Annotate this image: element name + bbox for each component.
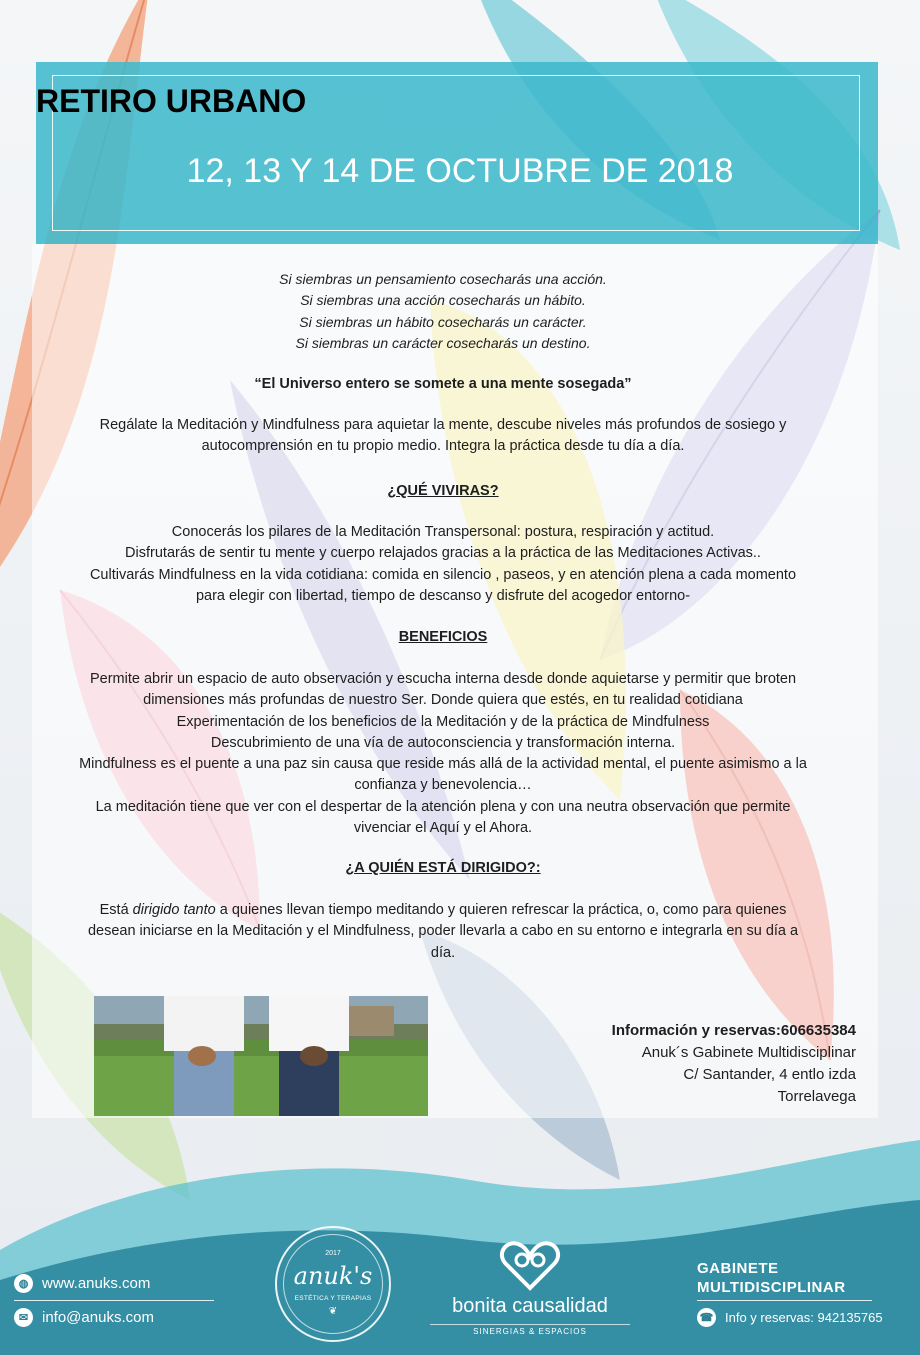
gabinete-title — [697, 1259, 846, 1297]
anuks-year: 2017 — [325, 1250, 341, 1257]
flourish-icon: ❦ — [328, 1306, 338, 1317]
contact-address: C/ Santander, 4 entlo izda — [683, 1066, 856, 1083]
benefits-paragraph — [40, 669, 846, 839]
audience-line: desean iniciarse en la Meditación y el Mindfulness, poder llevarla a cabo en su entorno e integrarla en su día a — [87, 923, 799, 940]
footer-divider — [14, 1300, 214, 1301]
motto: “El Universo entero se somete a una mente sosegada” — [254, 376, 632, 392]
contact-name: Anuk´s Gabinete Multidisciplinar — [641, 1044, 856, 1061]
globe-icon: ◍ — [14, 1274, 33, 1293]
gabinete-line: GABINETE — [697, 1260, 779, 1277]
what-line: Disfrutarás de sentir tu mente y cuerpo relajados gracias a la práctica de las Meditaciones Activas.. — [125, 545, 761, 562]
contact-block — [612, 1020, 856, 1108]
bonita-name: bonita causalidad — [452, 1295, 608, 1317]
footer-email-text: info@anuks.com — [42, 1309, 154, 1326]
benefit-line: vivenciar el Aquí y el Ahora. — [353, 820, 533, 837]
mail-icon: ✉ — [14, 1308, 33, 1327]
what-paragraph — [40, 522, 846, 607]
phone-icon: ☎ — [697, 1308, 716, 1327]
gabinete-line: MULTIDISCIPLINAR — [697, 1279, 846, 1296]
heading-benefits: BENEFICIOS — [398, 629, 488, 645]
contact-heading — [612, 1020, 856, 1042]
benefit-line: La meditación tiene que ver con el despertar de la atención plena y con una neutra observación que permite — [95, 798, 791, 815]
benefit-line: Mindfulness es el puente a una paz sin causa que reside más allá de la actividad mental, el puente asimismo a la — [79, 756, 807, 773]
contact-label: Información y reservas: — [611, 1022, 781, 1039]
audience-line — [40, 900, 846, 921]
audience-italic-text: dirigido tanto — [132, 902, 216, 918]
footer-email[interactable] — [14, 1308, 154, 1327]
intro-paragraph — [40, 415, 846, 458]
bonita-logo — [430, 1236, 630, 1336]
couple-photo — [94, 996, 428, 1116]
footer-web[interactable] — [14, 1274, 150, 1293]
event-dates: 12, 13 Y 14 DE OCTUBRE DE 2018 — [186, 152, 734, 190]
quote-line: Si siembras un hábito cosecharás un carácter. — [299, 313, 587, 330]
quote-block — [40, 269, 846, 354]
benefit-line: dimensiones más profundas de nuestro Ser. Donde quiera que estés, en tu realidad cotidiana — [143, 692, 743, 709]
benefit-line: Permite abrir un espacio de auto observación y escucha interna desde donde aquietarse y permitir que broten — [89, 671, 797, 687]
gabinete-phone[interactable] — [697, 1308, 883, 1327]
heart-icon — [498, 1236, 562, 1292]
anuks-subtitle: ESTÉTICA Y TERAPIAS — [294, 1295, 372, 1302]
intro-line: autocomprensión en tu propio medio. Integra la práctica desde tu día a día. — [201, 438, 685, 455]
what-line: Cultivarás Mindfulness en la vida cotidiana: comida en silencio , paseos, y en atención plena a cada momento — [89, 566, 797, 583]
gabinete-phone-text: Info y reservas: 942135765 — [725, 1310, 883, 1325]
benefit-line: Experimentación de los beneficios de la Meditación y de la práctica de Mindfulness — [176, 713, 710, 730]
footer-web-text: www.anuks.com — [42, 1275, 151, 1292]
contact-city: Torrelavega — [777, 1088, 856, 1105]
quote-line: Si siembras un carácter cosecharás un destino. — [295, 334, 591, 351]
event-title: RETIRO URBANO — [36, 83, 307, 120]
quote-line: Si siembras una acción cosecharás un hábito. — [300, 292, 586, 309]
audience-line: día. — [430, 944, 456, 961]
what-line: para elegir con libertad, tiempo de descanso y disfrute del acogedor entorno- — [195, 587, 691, 604]
heading-what: ¿QUÉ VIVIRAS? — [387, 483, 499, 499]
heading-audience: ¿A QUIÉN ESTÁ DIRIGIDO?: — [345, 860, 541, 876]
benefit-line: Descubrimiento de una vía de autoconsciencia y transformación interna. — [210, 734, 676, 751]
bonita-subtitle: SINERGIAS & ESPACIOS — [430, 1324, 630, 1336]
anuks-name: anuk's — [293, 1262, 373, 1290]
gabinete-divider — [697, 1300, 872, 1301]
benefit-line: confianza y benevolencia… — [354, 777, 532, 794]
what-line: Conocerás los pilares de la Meditación Transpersonal: postura, respiración y actitud. — [171, 524, 715, 540]
quote-line: Si siembras un pensamiento cosecharás una acción. — [279, 271, 607, 287]
intro-line: Regálate la Meditación y Mindfulness para aquietar la mente, descube niveles más profundos de sosiego y — [99, 417, 787, 433]
anuks-logo — [275, 1226, 391, 1342]
audience-text: Está — [99, 902, 133, 918]
contact-phone[interactable]: 606635384 — [780, 1022, 856, 1039]
audience-paragraph — [40, 900, 846, 964]
audience-text: a quienes llevan tiempo meditando y quieren refrescar la práctica, o, como para quienes — [215, 902, 787, 918]
